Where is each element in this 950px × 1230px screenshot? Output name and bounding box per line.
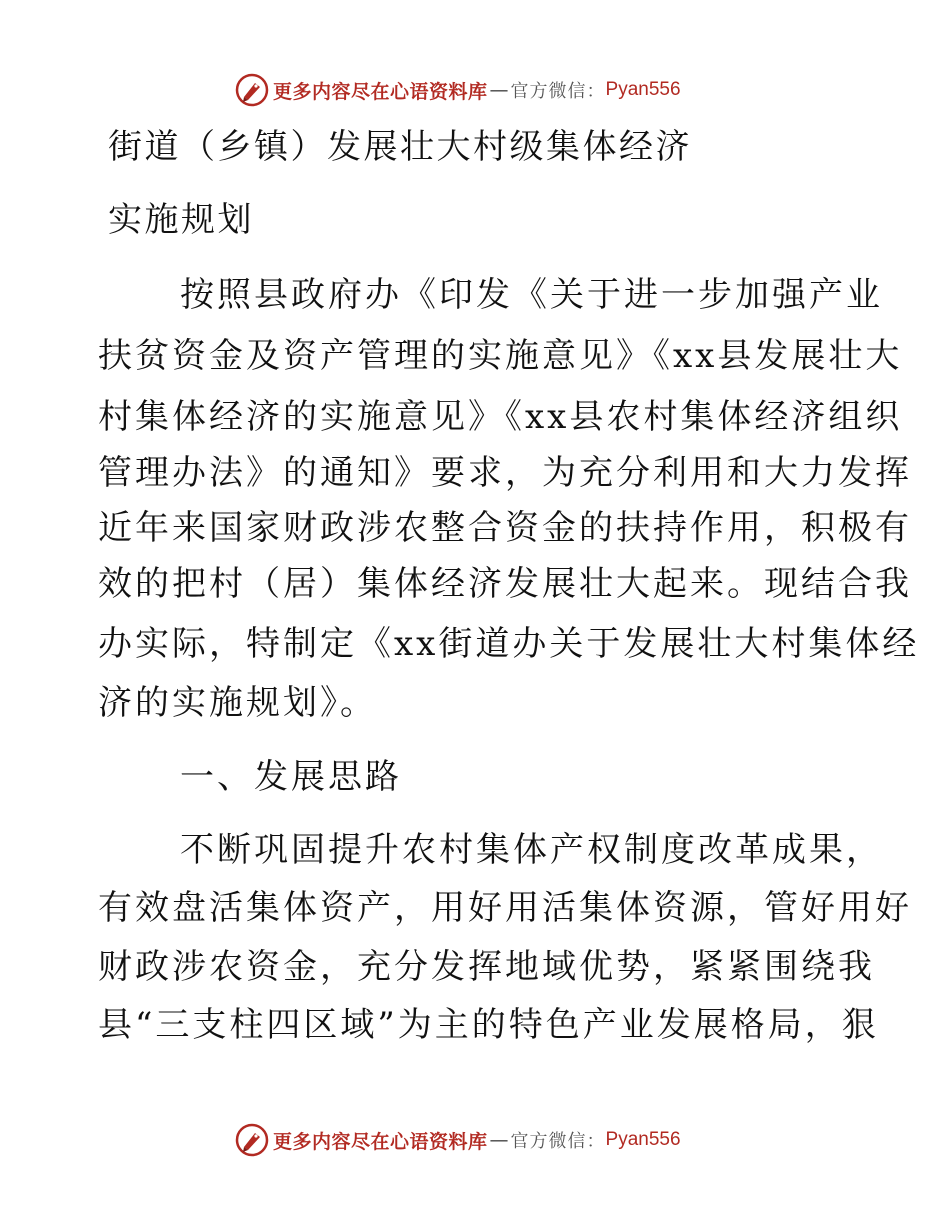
- paragraph-1-line: 管理办法》的通知》要求，为充分利用和大力发挥: [98, 453, 912, 493]
- watermark-footer: [235, 1123, 681, 1157]
- paragraph-1-line: 扶贫资金及资产管理的实施意见》《xx县发展壮大: [98, 336, 903, 376]
- paragraph-2-line: 县“三支柱四区域”为主的特色产业发展格局，狠: [98, 1005, 879, 1045]
- paragraph-2-line: 财政涉农资金，充分发挥地域优势，紧紧围绕我: [98, 947, 875, 987]
- paragraph-1-line: 济的实施规划》。: [98, 683, 377, 723]
- watermark-site-text: 更多内容尽在心语资料库: [273, 80, 488, 103]
- watermark-wechat-label: 官方微信：: [510, 1131, 606, 1152]
- watermark-separator: —: [489, 79, 509, 101]
- section-heading-1: 一、发展思路: [180, 757, 402, 797]
- document-title-line-2: 实施规划: [108, 200, 254, 240]
- watermark-site-text: 更多内容尽在心语资料库: [273, 1130, 488, 1153]
- paragraph-2-line: 有效盘活集体资产，用好用活集体资源，管好用好: [98, 888, 912, 928]
- pen-nib-logo-icon: [235, 73, 269, 107]
- pen-nib-logo-icon: [235, 1123, 269, 1157]
- document-title-line-1: 街道（乡镇）发展壮大村级集体经济: [108, 127, 692, 167]
- watermark-wechat-id: Pyan556: [605, 1129, 681, 1150]
- paragraph-1-line: 村集体经济的实施意见》《xx县农村集体经济组织: [98, 397, 903, 437]
- paragraph-1-line: 办实际，特制定《xx街道办关于发展壮大村集体经: [98, 624, 920, 664]
- watermark-separator: —: [489, 1129, 509, 1151]
- watermark-header: [235, 73, 681, 107]
- watermark-wechat-label: 官方微信：: [510, 81, 606, 102]
- paragraph-1-line: 效的把村（居）集体经济发展壮大起来。现结合我: [98, 564, 912, 604]
- paragraph-1-line: 按照县政府办《印发《关于进一步加强产业: [180, 275, 883, 315]
- paragraph-1-line: 近年来国家财政涉农整合资金的扶持作用，积极有: [98, 508, 912, 548]
- watermark-wechat-id: Pyan556: [605, 79, 681, 100]
- paragraph-2-line: 不断巩固提升农村集体产权制度改革成果，: [180, 830, 883, 870]
